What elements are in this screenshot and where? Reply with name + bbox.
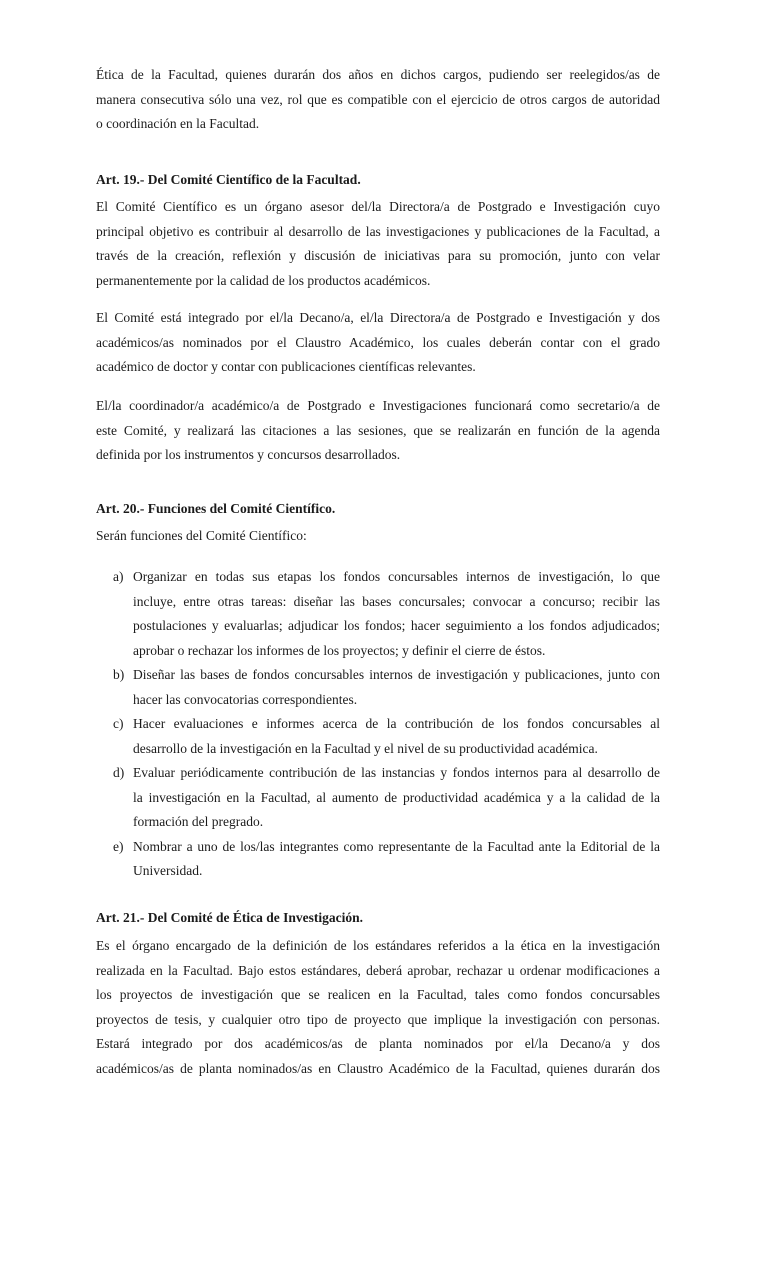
text-line: académicos/as de planta nominados/as en Claustro Académico de la Facultad, quienes durarán dos <box>96 1060 660 1076</box>
heading-text: Art. 19.- Del Comité Científico de la Facultad. <box>96 172 361 187</box>
text-line: Universidad. <box>133 863 203 878</box>
text-line: Evaluar periódicamente contribución de las instancias y fondos internos para al desarrollo de <box>133 765 660 780</box>
text-line: realizada en la Facultad. Bajo estos estándares, deberá aprobar, rechazar u ordenar modificaciones a <box>96 962 660 978</box>
list-label: b) <box>113 667 125 682</box>
text-line: Hacer evaluaciones e informes acerca de la contribución de los fondos concursables al <box>133 716 660 731</box>
article-20-intro <box>96 524 660 549</box>
text-line: desarrollo de la investigación en la Facultad y el nivel de su productividad académica. <box>133 740 598 756</box>
text-line: principal objetivo es contribuir al desarrollo de las investigaciones y publicaciones de la Facultad, a <box>96 223 660 239</box>
text-line: El Comité Científico es un órgano asesor del/la Directora/a de Postgrado e Investigación cuyo <box>96 199 660 214</box>
text-line: los proyectos de investigación que se realicen en la Facultad, tales como fondos concursables <box>96 987 660 1002</box>
text-line: formación del pregrado. <box>133 814 264 829</box>
text-line: definida por los instrumentos y concursos desarrollados. <box>96 447 401 462</box>
text-line: la investigación en la Facultad, al aumento de productividad académica y a la calidad de la <box>133 789 660 805</box>
text-line: Estará integrado por dos académicos/as de planta nominados por el/la Decano/a y dos <box>96 1036 660 1051</box>
text-line: través de la creación, reflexión y discusión de iniciativas para su promoción, junto con velar <box>96 248 660 263</box>
text-line: El/la coordinador/a académico/a de Postgrado e Investigaciones funcionará como secretario/a de <box>96 398 660 413</box>
heading-text: Art. 21.- Del Comité de Ética de Investigación. <box>96 910 363 925</box>
article-19-paragraph-1 <box>96 195 660 293</box>
article-21-heading <box>96 906 660 931</box>
text-line: este Comité, y realizará las citaciones a las sesiones, que se realizarán en función de la agenda <box>96 422 660 438</box>
list-item-e <box>96 835 660 884</box>
text-line: permanentemente por la calidad de los productos académicos. <box>96 272 431 288</box>
text-line: El Comité está integrado por el/la Decano/a, el/la Directora/a de Postgrado e Investigación y dos <box>96 310 660 325</box>
text-line: Nombrar a uno de los/las integrantes como representante de la Facultad ante la Editorial de la <box>133 838 660 854</box>
article-19-heading <box>96 168 660 193</box>
article-19-paragraph-3 <box>96 394 660 468</box>
article-19-paragraph-2 <box>96 306 660 380</box>
text-line: aprobar o rechazar los informes de los proyectos; y definir el cierre de éstos. <box>133 642 546 658</box>
list-item-b <box>96 663 660 712</box>
text-line: incluye, entre otras tareas: diseñar las bases concursales; convocar a concurso; recibir las <box>133 593 660 609</box>
text-line: proyectos de tesis, y cualquier otro tipo de proyecto que implique la investigación con personas. <box>96 1011 660 1027</box>
text-line: Es el órgano encargado de la definición de los estándares referidos a la ética en la investigación <box>96 938 660 953</box>
list-item-a <box>96 565 660 663</box>
article-20-list <box>96 565 660 884</box>
text-line: académicos/as nominados por el Claustro Académico, los cuales deberán contar con el grado <box>96 334 660 350</box>
text-line: postulaciones y evaluarlas; adjudicar los fondos; hacer seguimiento a los fondos adjudicados; <box>133 618 660 633</box>
text-line: o coordinación en la Facultad. <box>96 116 260 131</box>
list-label: d) <box>113 765 125 780</box>
paragraph-continuation <box>96 63 660 137</box>
text-line: Serán funciones del Comité Científico: <box>96 528 307 543</box>
article-20-heading <box>96 497 660 522</box>
list-label: e) <box>113 838 124 854</box>
list-label: a) <box>113 569 124 584</box>
list-item-c <box>96 712 660 761</box>
heading-text: Art. 20.- Funciones del Comité Científico. <box>96 501 336 516</box>
list-label: c) <box>113 716 124 731</box>
text-line: Organizar en todas sus etapas los fondos concursables internos de investigación, lo que <box>133 569 660 584</box>
text-line: académico de doctor y contar con publicaciones científicas relevantes. <box>96 359 476 374</box>
text-line: manera consecutiva sólo una vez, rol que es compatible con el ejercicio de otros cargos de autoridad <box>96 91 660 107</box>
article-21-paragraph-1 <box>96 934 660 1081</box>
text-line: Diseñar las bases de fondos concursables internos de investigación y publicaciones, junto con <box>133 667 660 682</box>
text-line: hacer las convocatorias correspondientes. <box>133 691 358 707</box>
text-line: Ética de la Facultad, quienes durarán dos años en dichos cargos, pudiendo ser reelegidos/as de <box>96 67 660 82</box>
list-item-d <box>96 761 660 835</box>
